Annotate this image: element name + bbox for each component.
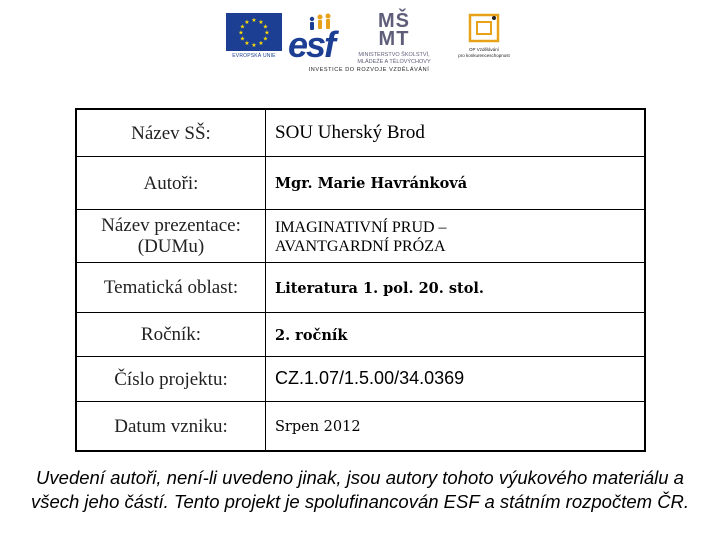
row-label-date: Datum vzniku: xyxy=(76,402,266,452)
svg-text:★: ★ xyxy=(239,35,246,43)
esf-text: esf xyxy=(288,24,335,65)
author-name: Mgr. Marie Havránková xyxy=(275,175,468,192)
table-row xyxy=(76,157,645,210)
row-label-school: Název SŠ: xyxy=(76,109,266,157)
table-row xyxy=(76,210,645,263)
svg-text:★: ★ xyxy=(238,29,244,37)
presentation-title-line2: AVANTGARDNÍ PRÓZA xyxy=(275,238,446,255)
op-label-line1: OP Vzdělávání xyxy=(469,47,499,52)
presentation-title-line1: IMAGINATIVNÍ PRUD – xyxy=(275,219,447,236)
table-row xyxy=(76,357,645,402)
project-info-table xyxy=(75,108,646,452)
svg-text:★: ★ xyxy=(264,29,270,37)
svg-text:★: ★ xyxy=(251,17,257,24)
op-emblem-icon xyxy=(468,13,500,43)
topic-value: Literatura 1. pol. 20. stol. xyxy=(275,279,484,297)
msmt-logo xyxy=(344,12,444,64)
eu-flag-icon xyxy=(226,13,282,51)
table-row xyxy=(76,402,645,452)
op-label xyxy=(452,47,516,59)
msmt-mark xyxy=(344,12,444,48)
svg-text:★: ★ xyxy=(262,35,269,43)
row-value-authors xyxy=(266,157,646,210)
table-row xyxy=(76,109,645,157)
esf-logo xyxy=(286,13,342,63)
grade-value: 2. ročník xyxy=(275,326,348,344)
authorship-note xyxy=(14,466,706,514)
row-value-school xyxy=(266,109,646,157)
row-label-topic: Tematická oblast: xyxy=(76,263,266,313)
op-label-line2: pro konkurenceschopnost xyxy=(458,53,510,58)
row-label-authors: Autoři: xyxy=(76,157,266,210)
authorship-note-line1: Uvedení autoři, není-li uvedeno jinak, jsou autory tohoto výukového materiálu a xyxy=(36,467,684,488)
msmt-label-line1: MINISTERSTVO ŠKOLSTVÍ, xyxy=(358,52,430,58)
msmt-label-line2: MLÁDEŽE A TĚLOVÝCHOVY xyxy=(357,59,431,65)
svg-text:★: ★ xyxy=(239,23,246,31)
table-row xyxy=(76,263,645,313)
row-value-date xyxy=(266,402,646,452)
msmt-label xyxy=(344,52,444,66)
project-number: CZ.1.07/1.5.00/34.0369 xyxy=(275,368,465,388)
eu-label: EVROPSKÁ UNIE xyxy=(232,53,276,59)
presentation-label-line1: Název prezentace: xyxy=(101,215,241,236)
row-value-topic xyxy=(266,263,646,313)
row-label-project-number: Číslo projektu: xyxy=(76,357,266,402)
svg-text:★: ★ xyxy=(244,40,250,47)
row-value-presentation xyxy=(266,210,646,263)
logo-band xyxy=(0,0,720,80)
svg-text:★: ★ xyxy=(244,19,250,26)
school-name: SOU Uherský Brod xyxy=(275,122,425,143)
creation-date: Srpen 2012 xyxy=(275,419,361,435)
svg-text:★: ★ xyxy=(251,42,257,49)
row-value-grade xyxy=(266,313,646,357)
presentation-label-line2: (DUMu) xyxy=(137,236,205,257)
table-row xyxy=(76,313,645,357)
op-logo xyxy=(452,13,516,63)
row-label-presentation xyxy=(76,210,266,263)
row-value-project-number xyxy=(266,357,646,402)
msmt-mark-line2: MT xyxy=(378,28,410,50)
svg-text:★: ★ xyxy=(258,40,264,47)
row-label-grade: Ročník: xyxy=(76,313,266,357)
eu-logo xyxy=(226,13,282,63)
svg-text:★: ★ xyxy=(262,23,269,31)
svg-text:★: ★ xyxy=(258,19,264,26)
msmt-mark-line1: MŠ xyxy=(378,10,410,32)
tagline: INVESTICE DO ROZVOJE VZDĚLÁVÁNÍ xyxy=(308,67,430,73)
authorship-note-line2: všech jeho částí. Tento projekt je spolufinancován ESF a státním rozpočtem ČR. xyxy=(30,491,690,512)
